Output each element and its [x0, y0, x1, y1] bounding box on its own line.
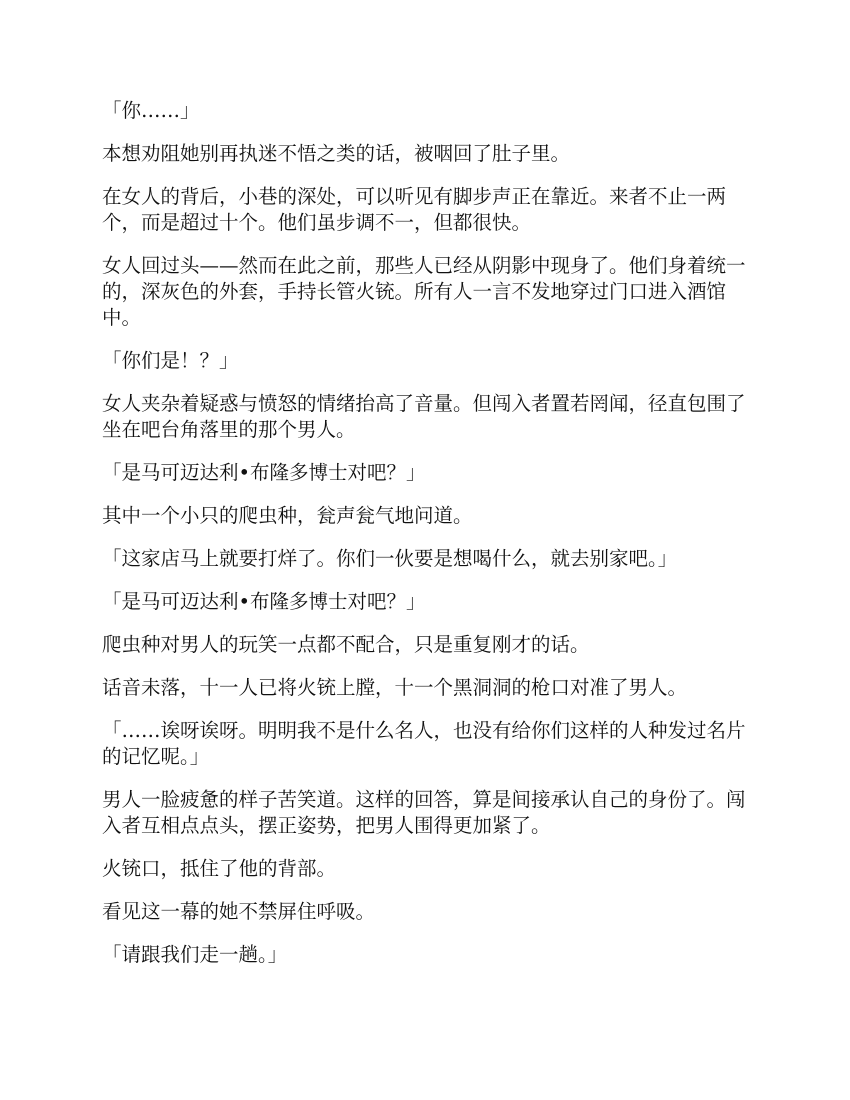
paragraph-8: 其中一个小只的爬虫种，瓮声瓮气地问道。 [102, 504, 473, 527]
paragraph-6: 女人夹杂着疑惑与愤怒的情绪抬高了音量。但闯入者置若罔闻，径直包围了坐在吧台角落里的那个男人。 [102, 392, 746, 441]
paragraph-2: 本想劝阻她别再执迷不悟之类的话，被咽回了肚子里。 [102, 142, 571, 165]
paragraph-4: 女人回过头——然而在此之前，那些人已经从阴影中现身了。他们身着统一的，深灰色的外套，手持长管火铳。所有人一言不发地穿过门口进入酒馆中。 [102, 254, 746, 329]
paragraph-5: 「你们是！？」 [102, 349, 239, 372]
paragraph-1: 「你……」 [102, 99, 200, 122]
paragraph-11: 爬虫种对男人的玩笑一点都不配合，只是重复刚才的话。 [102, 633, 590, 656]
paragraph-15: 火铳口，抵住了他的背部。 [102, 857, 337, 880]
paragraph-12: 话音未落，十一人已将火铳上膛，十一个黑洞洞的枪口对准了男人。 [102, 676, 688, 699]
paragraph-7: 「是马可迈达利•布隆多博士对吧？」 [102, 461, 426, 484]
paragraph-3: 在女人的背后，小巷的深处，可以听见有脚步声正在靠近。来者不止一两个，而是超过十个。他们虽步调不一，但都很快。 [102, 185, 727, 234]
paragraph-13: 「……诶呀诶呀。明明我不是什么名人，也没有给你们这样的人种发过名片的记忆呢。」 [102, 719, 746, 768]
paragraph-14: 男人一脸疲惫的样子苦笑道。这样的回答，算是间接承认自己的身份了。闯入者互相点点头，摆正姿势，把男人围得更加紧了。 [102, 788, 746, 837]
paragraph-10: 「是马可迈达利•布隆多博士对吧？」 [102, 590, 426, 613]
paragraph-9: 「这家店马上就要打烊了。你们一伙要是想喝什么，就去别家吧。」 [102, 547, 678, 570]
paragraph-17: 「请跟我们走一趟。」 [102, 943, 288, 966]
document-body [102, 98, 750, 985]
paragraph-16: 看见这一幕的她不禁屏住呼吸。 [102, 900, 376, 923]
